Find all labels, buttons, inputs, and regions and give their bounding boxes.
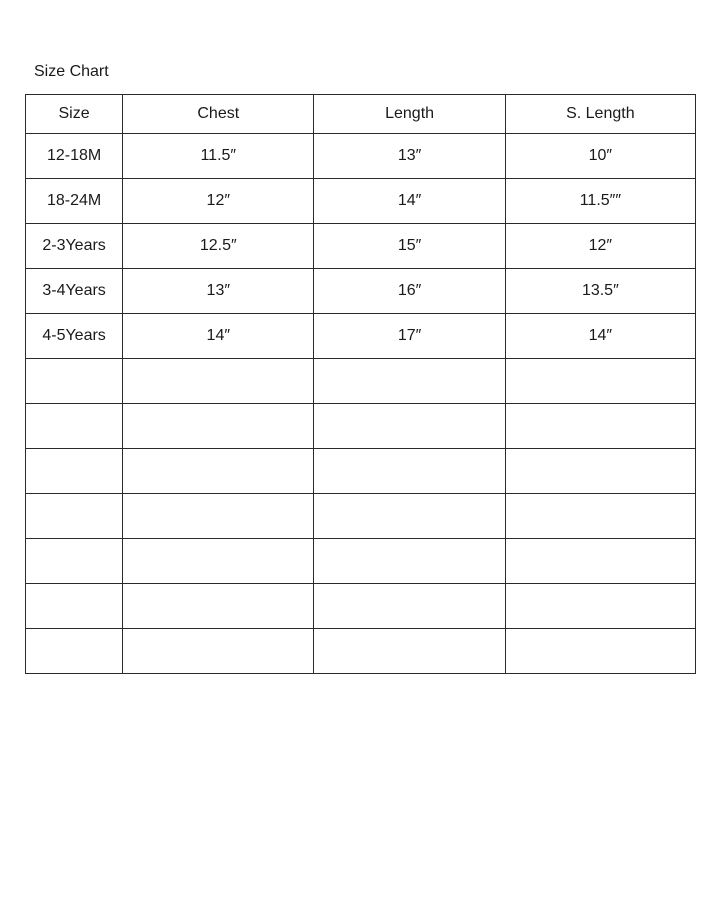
- empty-cell-chest: [123, 359, 314, 404]
- cell-length: 17″: [314, 314, 505, 359]
- cell-s-length: 10″: [505, 134, 695, 179]
- empty-table-row: [26, 359, 696, 404]
- empty-cell-length: [314, 359, 505, 404]
- cell-chest: 12.5″: [123, 224, 314, 269]
- empty-cell-chest: [123, 449, 314, 494]
- cell-chest: 11.5″: [123, 134, 314, 179]
- empty-table-row: [26, 449, 696, 494]
- header-length: Length: [314, 95, 505, 134]
- empty-cell-size: [26, 539, 123, 584]
- cell-chest: 14″: [123, 314, 314, 359]
- empty-cell-length: [314, 539, 505, 584]
- cell-s-length: 12″: [505, 224, 695, 269]
- empty-cell-length: [314, 584, 505, 629]
- empty-cell-s-length: [505, 404, 695, 449]
- table-header: [26, 95, 696, 134]
- empty-table-row: [26, 494, 696, 539]
- empty-cell-chest: [123, 404, 314, 449]
- empty-table-row: [26, 539, 696, 584]
- empty-cell-s-length: [505, 449, 695, 494]
- table-row: [26, 179, 696, 224]
- header-size: Size: [26, 95, 123, 134]
- header-s-length: S. Length: [505, 95, 695, 134]
- empty-cell-chest: [123, 629, 314, 674]
- empty-cell-size: [26, 359, 123, 404]
- empty-cell-chest: [123, 584, 314, 629]
- empty-cell-chest: [123, 539, 314, 584]
- empty-cell-s-length: [505, 359, 695, 404]
- size-chart-table: [25, 94, 696, 674]
- table-row: [26, 269, 696, 314]
- cell-length: 14″: [314, 179, 505, 224]
- cell-s-length: 14″: [505, 314, 695, 359]
- empty-cell-s-length: [505, 494, 695, 539]
- cell-s-length: 11.5″″: [505, 179, 695, 224]
- header-chest: Chest: [123, 95, 314, 134]
- cell-size: 12-18M: [26, 134, 123, 179]
- empty-table-row: [26, 404, 696, 449]
- empty-cell-length: [314, 494, 505, 539]
- cell-length: 15″: [314, 224, 505, 269]
- cell-chest: 13″: [123, 269, 314, 314]
- cell-chest: 12″: [123, 179, 314, 224]
- table-row: [26, 314, 696, 359]
- cell-s-length: 13.5″: [505, 269, 695, 314]
- cell-size: 18-24M: [26, 179, 123, 224]
- empty-cell-size: [26, 449, 123, 494]
- empty-cell-chest: [123, 494, 314, 539]
- cell-size: 3-4Years: [26, 269, 123, 314]
- empty-cell-length: [314, 449, 505, 494]
- empty-table-row: [26, 629, 696, 674]
- empty-cell-s-length: [505, 584, 695, 629]
- empty-cell-s-length: [505, 629, 695, 674]
- empty-cell-size: [26, 584, 123, 629]
- page-title: Size Chart: [34, 63, 109, 80]
- empty-table-row: [26, 584, 696, 629]
- empty-cell-size: [26, 494, 123, 539]
- header-row: [26, 95, 696, 134]
- empty-cell-s-length: [505, 539, 695, 584]
- empty-cell-size: [26, 404, 123, 449]
- table-row: [26, 224, 696, 269]
- empty-cell-size: [26, 629, 123, 674]
- empty-cell-length: [314, 629, 505, 674]
- cell-size: 2-3Years: [26, 224, 123, 269]
- cell-length: 13″: [314, 134, 505, 179]
- cell-size: 4-5Years: [26, 314, 123, 359]
- table-body: [26, 134, 696, 674]
- empty-cell-length: [314, 404, 505, 449]
- table-row: [26, 134, 696, 179]
- cell-length: 16″: [314, 269, 505, 314]
